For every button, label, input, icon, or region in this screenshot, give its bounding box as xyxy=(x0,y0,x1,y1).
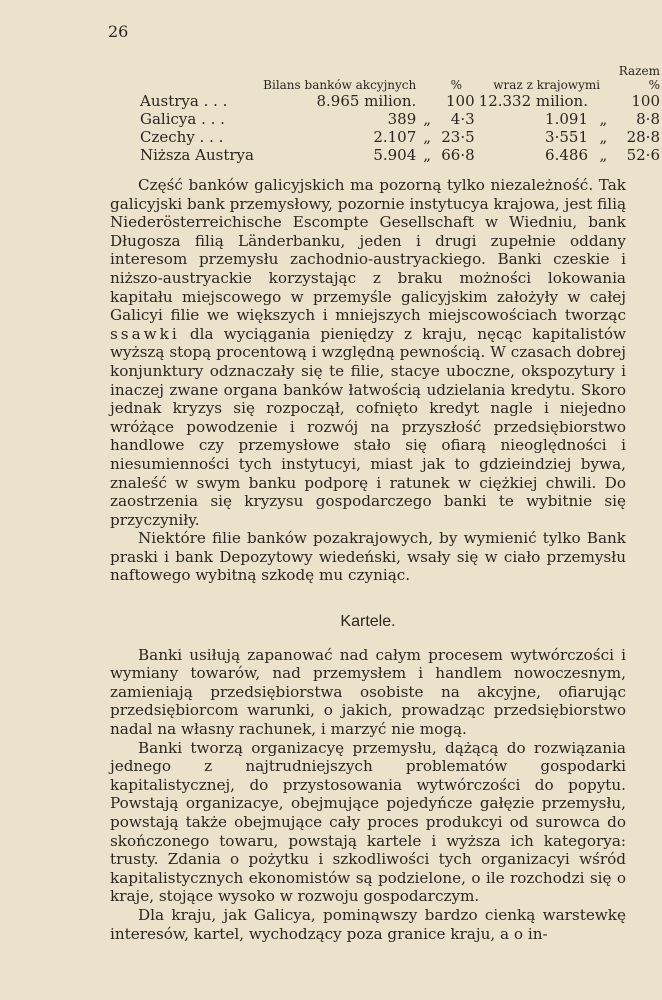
page-number: 26 xyxy=(108,22,129,41)
header-bilans: Bilans banków akcyjnych xyxy=(263,78,417,92)
paragraph-2: Niektóre filie banków pozakrajowych, by wymienić tylko Bank praski i bank Depozytowy wiedeński, wsały się w ciało przemysłu naftowego wybitną szkodę mu czyniąc. xyxy=(110,529,626,585)
table-row: Austrya . . . 8.965 milion. 100 12.332 milion. 100 xyxy=(140,92,660,110)
table-row: Czechy . . . 2.107 „ 23·5 3·551 „ 28·8 xyxy=(140,128,660,146)
paragraph-5: Dla kraju, jak Galicya, pominąwszy bardzo cienką warstewkę interesów, kartel, wychodzący poza granice kraju, a o in- xyxy=(110,905,626,943)
table-row: Galicya . . . 389 „ 4·3 1.091 „ 8·8 xyxy=(140,110,660,128)
bank-balance-table xyxy=(138,64,662,164)
emphasized-word: ssawki xyxy=(110,324,180,343)
table-row: Niższa Austrya 5.904 „ 66·8 6.486 „ 52·6 xyxy=(140,146,660,164)
header-pct: % xyxy=(450,78,463,92)
header-wraz: wraz z krajowymi xyxy=(493,78,601,92)
paragraph-1: Część banków galicyjskich ma pozorną tylko niezależność. Tak galicyjski bank przemysłowy, pozornie instytucya krajowa, jest filią Niederösterreichische Escompte Gesellschaft w Wiedniu, bank Długosza filią Länderbanku, jeden i drugi zupełnie oddany interesom przemysłu zachodnio-austryackiego. Banki czeskie i niższo-austryackie korzystając z braku możności lokowania kapitału miejscowego w przemyśle galicyjskim założyły w całej Galicyi filie we większych i mniejszych miejscowościach tworząc ssawki dla wyciągania pieniędzy z kraju, nęcąc kapitalistów wyższą stopą procentową i względną pewnością. W czasach dobrej konjunktury odznaczały się te filie, stacye uboczne, okspozytury i inaczej zwane organa banków łatwością udzielania kredytu. Skoro jednak kryzys się rozpoczął, cofnięto kredyt nagle i niejedno wróżące powodzenie i rozwój na przyszłość przedsiębiorstwo handlowe czy przemysłowe stało się ofiarą nieoględności i niesumienności tych instytucyi, miast jak to gdzieindziej bywa, znaleść w swym banku podporę i ratunek w ciężkiej chwili. Do zaostrzenia się kryzysu gospodarczego banki te wybitnie się przyczyniły. xyxy=(110,176,626,529)
paragraph-4: Banki tworzą organizacyę przemysłu, dążącą do rozwiązania jednego z najtrudniejszych problematów gospodarki kapitalistycznej, do przystosowania wytwórczości do popytu. Powstają organizacye, obejmujące pojedyńcze gałęzie przemysłu, powstają także obejmujące cały proces produkcyi od surowca do skończonego towaru, powstają kartele i wyższa ich kategorya: trusty. Zdania o pożytku i szkodliwości tych organizacyi wśród kapitalistycznych ekonomistów są podzielone, o ile rozchodzi się o kraje, stojące wysoko w rozwoju gospodarczym. xyxy=(110,738,626,906)
header-razem: Razem % xyxy=(618,64,660,92)
section-heading: Kartele. xyxy=(340,613,396,631)
body-text xyxy=(110,176,626,943)
paragraph-3: Banki usiłują zapanować nad całym procesem wytwórczości i wymiany towarów, nad przemysłem i handlem nowoczesnym, zamieniają przedsiębiorstwa osobiste na akcyjne, ofiarując przedsiębiorcom warunki, o jakich, prowadząc przedsiębiorstwo nadal na własny rachunek, i marzyć nie mogą. xyxy=(110,645,626,739)
